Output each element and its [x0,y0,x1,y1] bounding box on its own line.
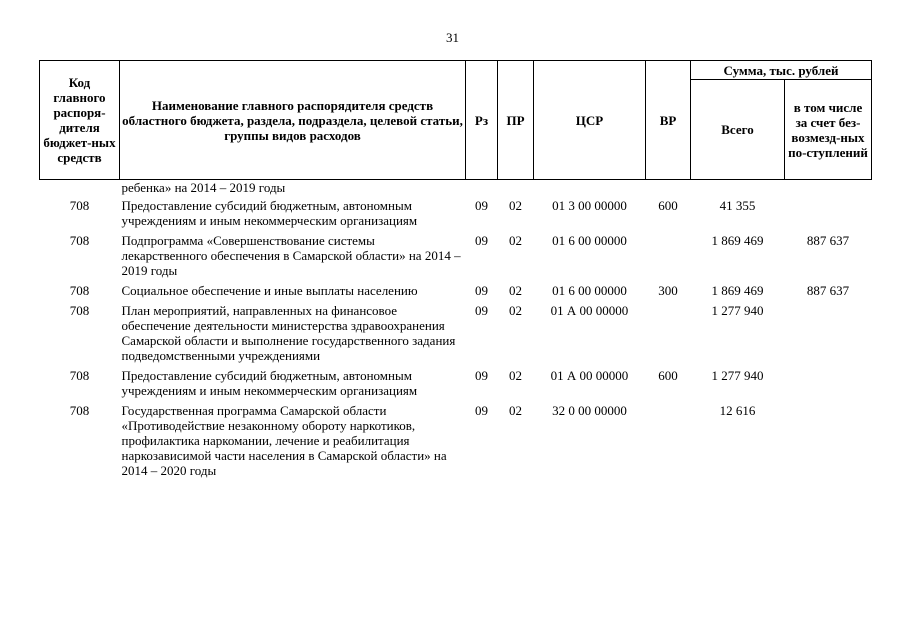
cell-name: ребенка» на 2014 – 2019 годы [121,180,286,195]
cell-csr: 01 6 00 00000 [552,233,627,248]
cell-rz: 09 [475,233,488,248]
cell-name: Предоставление субсидий бюджетным, автономным учреждениям и иным некоммерческим организациям [121,198,418,228]
cell-rz: 09 [475,283,488,298]
cell-pr: 02 [509,283,522,298]
cell-gratis [785,302,872,367]
cell-pr: 02 [509,403,522,418]
cell-total: 1 869 469 [711,283,764,298]
cell-total: 1 277 940 [711,368,764,383]
table-row [40,232,872,282]
cell-total: 41 355 [719,198,756,213]
cell-code: 708 [69,233,90,248]
table-row [40,180,872,198]
cell-code [40,180,120,198]
cell-csr: 01 6 00 00000 [552,283,627,298]
cell-vr: 300 [658,283,678,298]
header-csr: ЦСР [534,61,646,180]
cell-code: 708 [69,283,90,298]
cell-rz [466,180,498,198]
cell-vr [646,402,691,482]
cell-total: 1 277 940 [711,303,764,318]
cell-name: Подпрограмма «Совершенствование системы лекарственного обеспечения в Самарской области» на 2014 – 2019 годы [121,233,461,278]
cell-name: План мероприятий, направленных на финансовое обеспечение деятельности министерства здравоохранения Самарской области и выполнение государственного задания подведомственными учреждениями [121,303,456,363]
cell-name: Государственная программа Самарской области «Противодействие незаконному обороту наркотиков, профилактика наркомании, лечение и реабилитация наркозависимой части населения в Самарской области» на 2014 – 2020 годы [121,403,447,478]
cell-gratis: 887 637 [806,283,850,298]
table-header [40,61,872,180]
cell-gratis [785,180,872,198]
cell-rz: 09 [475,403,488,418]
header-rz: Рз [466,61,498,180]
header-gratis: в том числе за счет без-возмезд-ных по-ступлений [785,80,872,180]
cell-csr: 32 0 00 00000 [552,403,627,418]
cell-csr [534,180,646,198]
cell-gratis [785,367,872,402]
cell-vr [646,232,691,282]
cell-pr [498,180,534,198]
cell-total: 12 616 [719,403,756,418]
cell-code: 708 [69,303,90,318]
cell-rz: 09 [475,303,488,318]
header-sum-group: Сумма, тыс. рублей [691,61,872,80]
table-body [40,180,872,483]
header-total: Всего [691,80,785,180]
cell-vr: 600 [658,368,678,383]
cell-pr: 02 [509,368,522,383]
table-row [40,197,872,232]
cell-total: 1 869 469 [711,233,764,248]
table-row [40,402,872,482]
cell-vr: 600 [658,198,678,213]
cell-vr [646,302,691,367]
cell-code: 708 [69,198,90,213]
cell-gratis [785,402,872,482]
header-name: Наименование главного распорядителя средств областного бюджета, раздела, подраздела, целевой статьи, группы видов расходов [120,61,466,180]
cell-csr: 01 А 00 00000 [550,368,629,383]
header-code: Код главного распоря-дителя бюджет-ных средств [40,61,120,180]
cell-pr: 02 [509,198,522,213]
cell-total [691,180,785,198]
cell-code: 708 [69,368,90,383]
cell-pr: 02 [509,233,522,248]
page-number: 31 [446,30,459,45]
table-row [40,302,872,367]
cell-csr: 01 3 00 00000 [552,198,627,213]
budget-table [39,60,872,482]
cell-gratis: 887 637 [806,233,850,248]
cell-rz: 09 [475,198,488,213]
table-row [40,367,872,402]
cell-pr: 02 [509,303,522,318]
cell-name: Социальное обеспечение и иные выплаты населению [121,283,418,298]
header-pr: ПР [498,61,534,180]
cell-rz: 09 [475,368,488,383]
header-vr: ВР [646,61,691,180]
table-row [40,282,872,302]
cell-csr: 01 А 00 00000 [550,303,629,318]
cell-code: 708 [69,403,90,418]
cell-name: Предоставление субсидий бюджетным, автономным учреждениям и иным некоммерческим организациям [121,368,418,398]
cell-gratis [785,197,872,232]
cell-vr [646,180,691,198]
